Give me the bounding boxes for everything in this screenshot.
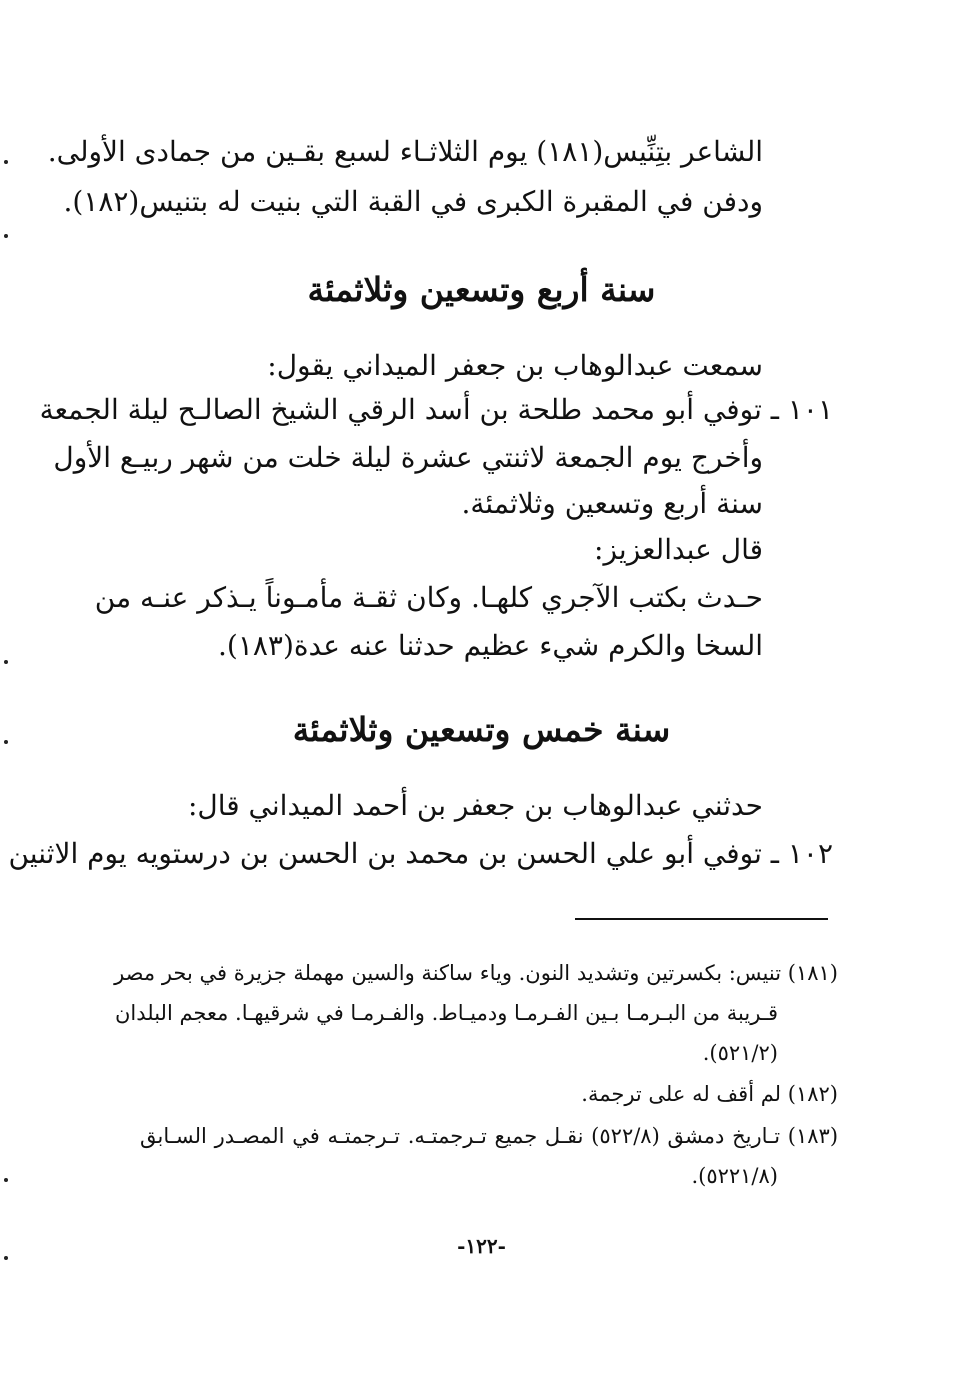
body-line: حدثني عبدالوهاب بن جعفر بن أحمد الميداني قال: [187, 789, 763, 822]
body-line: سنة أربع وتسعين وثلاثمئة. [461, 487, 763, 520]
body-line: حـدث بكتب الآجري كلهـا. وكان ثقـة مأمـوناً يـذكر عنـه من [94, 581, 763, 614]
scan-mark [4, 1256, 8, 1260]
body-line: وأخرج يوم الجمعة لاثنتي عشرة ليلة خلت من شهر ربيـع الأول [53, 441, 763, 474]
body-line: الشاعر بتِنِّيس(١٨١) يوم الثلاثـاء لسبع بقـين من جمادى الأولى. [47, 135, 763, 168]
page-number: -١٢٢- [457, 1234, 506, 1258]
section-heading: سنة خمس وتسعين وثلاثمئة [292, 710, 671, 749]
scan-mark [4, 160, 8, 164]
footnote-separator [575, 918, 828, 920]
section-heading: سنة أربع وتسعين وثلاثمئة [307, 270, 656, 309]
body-line: ودفن في المقبرة الكبرى في القبة التي بنيت له بتنيس(١٨٢). [63, 185, 763, 218]
body-line: السخا والكرم شيء عظيم حدثنا عنه عدة(١٨٣). [218, 629, 763, 662]
footnote-181-cont: (٥٢١/٢). [702, 1041, 778, 1065]
scan-mark [4, 660, 8, 664]
scan-mark [4, 234, 8, 238]
body-line: سمعت عبدالوهاب بن جعفر الميداني يقول: [267, 349, 763, 382]
scan-mark [4, 740, 8, 744]
footnote-181: (١٨١) تنيس: بكسرتين وتشديد النون. وياء ساكنة والسين مهملة جزيرة في بحر مصر [114, 961, 838, 985]
footnote-181-cont: قـريبة من البـرمـا بـين الفـرمـا ودميـاط. والفـرمـا في شرقيهـا. معجم البلدان [114, 1001, 778, 1025]
entry-102-line: ١٠٢ ـ توفي أبو علي الحسن بن محمد بن الحسن بن درستويه يوم الاثنين [8, 837, 833, 870]
body-line: قال عبدالعزيز: [594, 533, 763, 566]
footnote-182: (١٨٢) لم أقف له على ترجمة. [581, 1082, 838, 1106]
entry-101-line: ١٠١ ـ توفي أبو محمد طلحة بن أسد الرقي الشيخ الصالـح ليلة الجمعة [39, 393, 833, 426]
footnote-183-cont: (٥٢٢١/٨). [691, 1164, 778, 1188]
scan-mark [4, 1178, 8, 1182]
footnote-183: (١٨٣) تـاريخ دمشق (٥٢٢/٨) نقـل جميع تـرجمتـه. تـرجمتـه في المصـدر السـابق [140, 1124, 839, 1148]
